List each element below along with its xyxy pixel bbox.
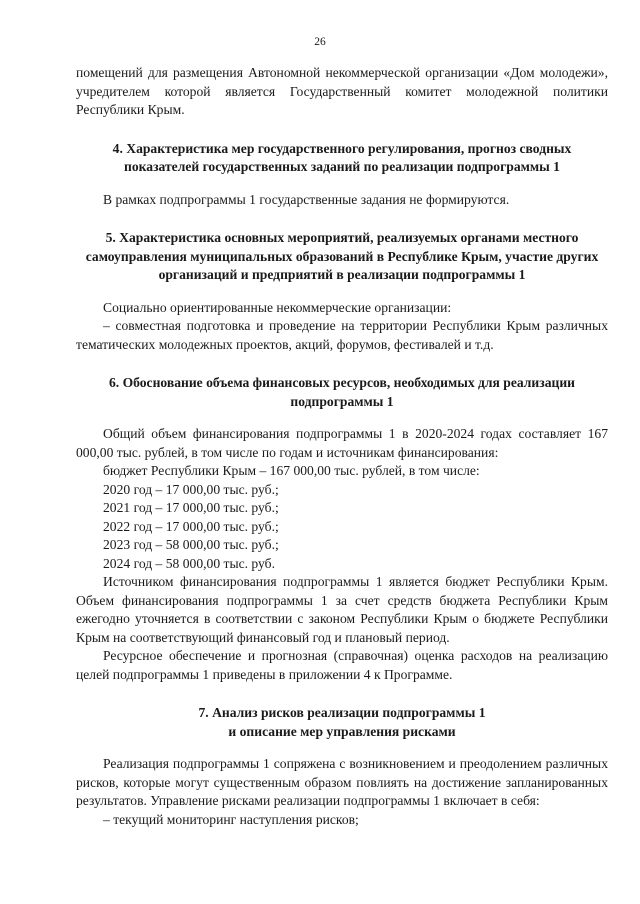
section-7-heading-line-1: 7. Анализ рисков реализации подпрограммы 1 (198, 705, 486, 720)
year-2022-line: 2022 год – 17 000,00 тыс. руб.; (103, 518, 279, 534)
section-4-heading: 4. Характеристика мер государственного регулирования, прогноз сводных показателей государственных заданий по реализации подпрограммы 1 (112, 140, 572, 174)
page-content (76, 64, 608, 829)
section-6-paragraph-1: Общий объем финансирования подпрограммы 1 в 2020-2024 годах составляет 167 000,00 тыс. рублей, в том числе по годам и источникам финансирования: (76, 426, 608, 460)
section-6-heading: 6. Обоснование объема финансовых ресурсов, необходимых для реализации подпрограммы 1 (108, 375, 576, 409)
intro-paragraph: помещений для размещения Автономной некоммерческой организации «Дом молодежи», учредителем которой является Государственный комитет молодежной политики Республики Крым. (76, 65, 608, 117)
section-4-text: В рамках подпрограммы 1 государственные задания не формируются. (103, 191, 510, 207)
year-2021-line: 2021 год – 17 000,00 тыс. руб.; (103, 500, 279, 515)
section-5-heading: 5. Характеристика основных мероприятий, реализуемых органами местного самоуправления муниципальных образований в Республике Крым, участие других организаций и предприятий в реализации подпрограммы 1 (85, 230, 599, 282)
year-2020-line: 2020 год – 17 000,00 тыс. руб.; (103, 481, 279, 497)
section-6-paragraph-2: Источником финансирования подпрограммы 1 является бюджет Республики Крым. Объем финансирования подпрограммы 1 за счет средств бюджета Республики Крым ежегодно уточняется в соответствии с законом Республики Крым о бюджете Республики Крым на соответствующий финансовый год и плановый период. (76, 574, 608, 645)
budget-line: бюджет Республики Крым – 167 000,00 тыс. рублей, в том числе: (103, 463, 480, 478)
page-number: 26 (314, 36, 326, 48)
section-7-bullet-1: – текущий мониторинг наступления рисков; (103, 811, 359, 827)
year-2024-line: 2024 год – 58 000,00 тыс. руб. (103, 555, 275, 571)
section-5-paragraph-2: – совместная подготовка и проведение на территории Республики Крым различных тематических молодежных проектов, акций, форумов, фестивалей и т.д. (76, 318, 608, 352)
section-5-paragraph-1: Социально ориентированные некоммерческие организации: (103, 299, 452, 315)
section-7-paragraph-1: Реализация подпрограммы 1 сопряжена с возникновением и преодолением различных рисков, которые могут существенным образом повлиять на достижение запланированных результатов. Управление рисками реализации подпрограммы 1 включает в себя: (76, 756, 608, 808)
year-2023-line: 2023 год – 58 000,00 тыс. руб.; (103, 537, 279, 552)
section-7-heading-line-2: и описание мер управления рисками (228, 723, 456, 739)
section-6-paragraph-3: Ресурсное обеспечение и прогнозная (справочная) оценка расходов на реализацию целей подпрограммы 1 приведены в приложении 4 к Программе. (76, 648, 608, 682)
